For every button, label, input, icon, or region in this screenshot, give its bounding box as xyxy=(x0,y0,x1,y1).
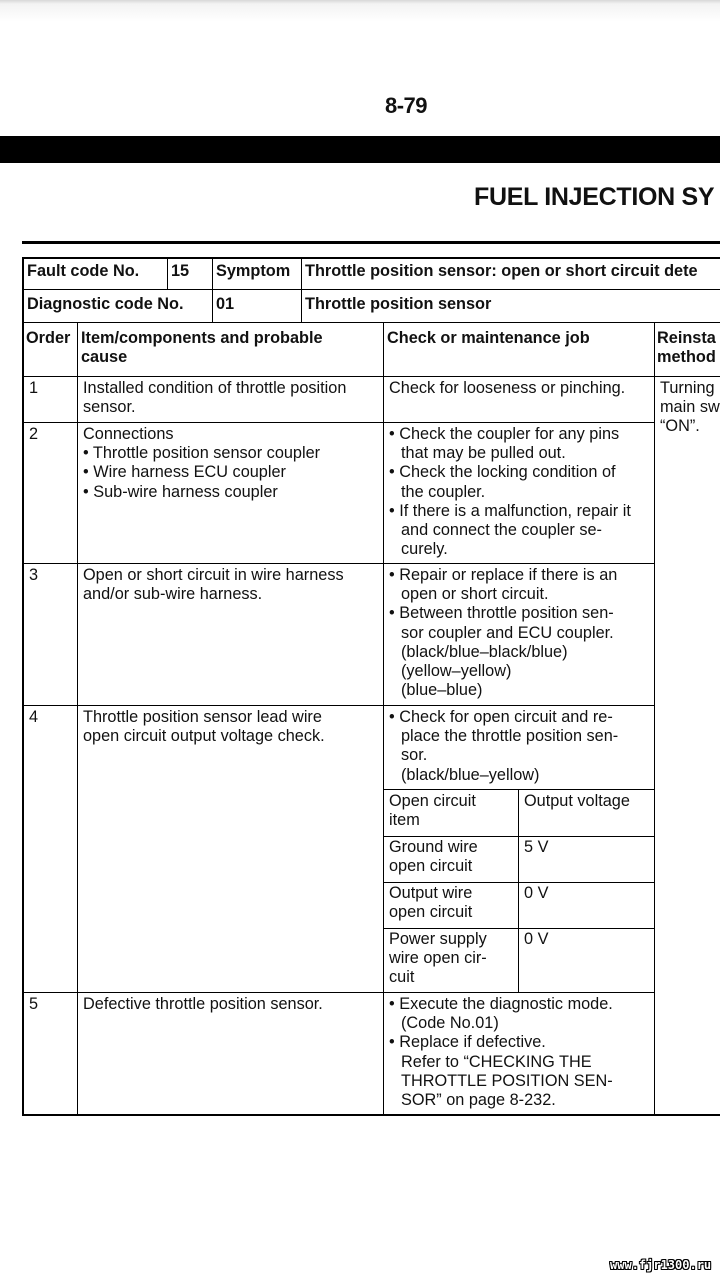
page-number: 8-79 xyxy=(384,93,428,118)
symptom-value: Throttle position sensor: open or short circuit dete xyxy=(305,262,698,280)
subtable-header-voltage: Output voltage xyxy=(524,792,630,810)
column-header-item-line2: cause xyxy=(81,348,128,366)
row-check-text: (blue–blue) xyxy=(401,681,483,700)
table-line xyxy=(22,376,720,377)
row-check-text: sor coupler and ECU coupler. xyxy=(401,623,614,642)
reinstall-text: “ON”. xyxy=(660,417,700,435)
row-check-text: (Code No.01) xyxy=(401,1014,499,1033)
subtable-line xyxy=(518,789,519,992)
row-item-text: sensor. xyxy=(83,398,136,417)
table-border-bottom xyxy=(22,1114,720,1116)
row-check-text: Check for looseness or pinching. xyxy=(389,379,626,397)
subtable-item: Ground wire xyxy=(389,838,478,856)
header-bar xyxy=(0,136,720,163)
row-check-text: sor. xyxy=(401,746,428,765)
row-check-text: (yellow–yellow) xyxy=(401,662,512,680)
row-check-text: SOR” on page 8-232. xyxy=(401,1091,556,1109)
row-item-text: Defective throttle position sensor. xyxy=(83,995,323,1013)
table-line xyxy=(654,322,655,1116)
diagnostic-code-text: Throttle position sensor xyxy=(305,295,492,313)
row-check-text: the coupler. xyxy=(401,482,486,501)
subtable-voltage: 5 V xyxy=(524,838,549,856)
table-line xyxy=(301,257,302,322)
subtable-voltage: 0 V xyxy=(524,930,549,948)
column-header-item: Item/components and probable xyxy=(81,329,323,347)
subtable-item: open circuit xyxy=(389,857,473,876)
row-check-text: and connect the coupler se- xyxy=(401,521,602,539)
top-shadow xyxy=(0,0,720,22)
fault-code-label: Fault code No. xyxy=(27,262,140,280)
section-title: FUEL INJECTION SY xyxy=(474,183,715,211)
fault-code-value: 15 xyxy=(171,262,190,280)
subtable-item: Output wire xyxy=(389,884,473,902)
row-check-text: (black/blue–black/blue) xyxy=(401,642,568,661)
row-check-text: • Repair or replace if there is an xyxy=(389,566,618,584)
row-item-text: Open or short circuit in wire harness xyxy=(83,566,344,584)
row-check-text: • If there is a malfunction, repair it xyxy=(389,501,631,520)
subtable-item: open circuit xyxy=(389,903,473,922)
row-order: 5 xyxy=(29,995,39,1013)
subtable-item: wire open cir- xyxy=(389,949,487,968)
table-border-top xyxy=(22,257,720,259)
watermark: www.fjr1300.ru xyxy=(610,1258,712,1272)
row-item-text: Installed condition of throttle position xyxy=(83,379,347,397)
table-line xyxy=(212,257,213,322)
table-line xyxy=(22,289,720,290)
row-order: 2 xyxy=(29,425,39,443)
row-item-text: Connections xyxy=(83,425,174,443)
column-header-reinstall-line2: method xyxy=(657,348,716,366)
table-line xyxy=(22,705,654,706)
reinstall-text: Turning xyxy=(660,379,715,397)
table-line xyxy=(22,563,654,564)
table-line xyxy=(77,322,78,1116)
row-check-text: THROTTLE POSITION SEN- xyxy=(401,1071,613,1090)
subtable-item: Power supply xyxy=(389,930,487,948)
reinstall-text: main sw xyxy=(660,398,720,416)
section-rule xyxy=(22,241,720,244)
subtable-item: cuit xyxy=(389,968,415,987)
row-check-text: • Check the locking condition of xyxy=(389,463,616,482)
row-order: 4 xyxy=(29,708,39,726)
column-header-reinstall: Reinsta xyxy=(657,329,716,347)
diagnostic-code-label: Diagnostic code No. xyxy=(27,295,184,313)
row-check-text: that may be pulled out. xyxy=(401,444,566,463)
table-line xyxy=(22,422,654,423)
row-check-text: place the throttle position sen- xyxy=(401,727,619,746)
table-line xyxy=(22,992,654,993)
subtable-header-item: Open circuit xyxy=(389,792,476,810)
row-item-text: • Throttle position sensor coupler xyxy=(83,444,321,463)
table-border-left xyxy=(22,257,24,1116)
row-check-text: • Execute the diagnostic mode. xyxy=(389,995,613,1013)
row-item-text: open circuit output voltage check. xyxy=(83,727,325,746)
table-line xyxy=(22,322,720,323)
row-check-text: • Between throttle position sen- xyxy=(389,604,614,623)
row-check-text: • Replace if defective. xyxy=(389,1033,546,1052)
row-item-text: • Wire harness ECU coupler xyxy=(83,463,286,482)
table-line xyxy=(167,257,168,289)
column-header-order: Order xyxy=(26,329,71,347)
subtable-voltage: 0 V xyxy=(524,884,549,902)
row-check-text: • Check for open circuit and re- xyxy=(389,708,613,726)
subtable-header-item: item xyxy=(389,811,420,830)
row-check-text: • Check the coupler for any pins xyxy=(389,425,620,443)
column-header-check: Check or maintenance job xyxy=(387,329,590,347)
row-check-text: Refer to “CHECKING THE xyxy=(401,1052,592,1071)
row-check-text: (black/blue–yellow) xyxy=(401,765,540,784)
row-order: 3 xyxy=(29,566,39,584)
diagnostic-code-value: 01 xyxy=(216,295,235,313)
table-line xyxy=(383,322,384,1116)
row-check-text: open or short circuit. xyxy=(401,585,549,604)
row-item-text: • Sub-wire harness coupler xyxy=(83,482,278,501)
row-check-text: curely. xyxy=(401,540,448,559)
row-order: 1 xyxy=(29,379,39,397)
symptom-label: Symptom xyxy=(216,262,291,280)
row-item-text: Throttle position sensor lead wire xyxy=(83,708,322,726)
row-item-text: and/or sub-wire harness. xyxy=(83,585,263,604)
